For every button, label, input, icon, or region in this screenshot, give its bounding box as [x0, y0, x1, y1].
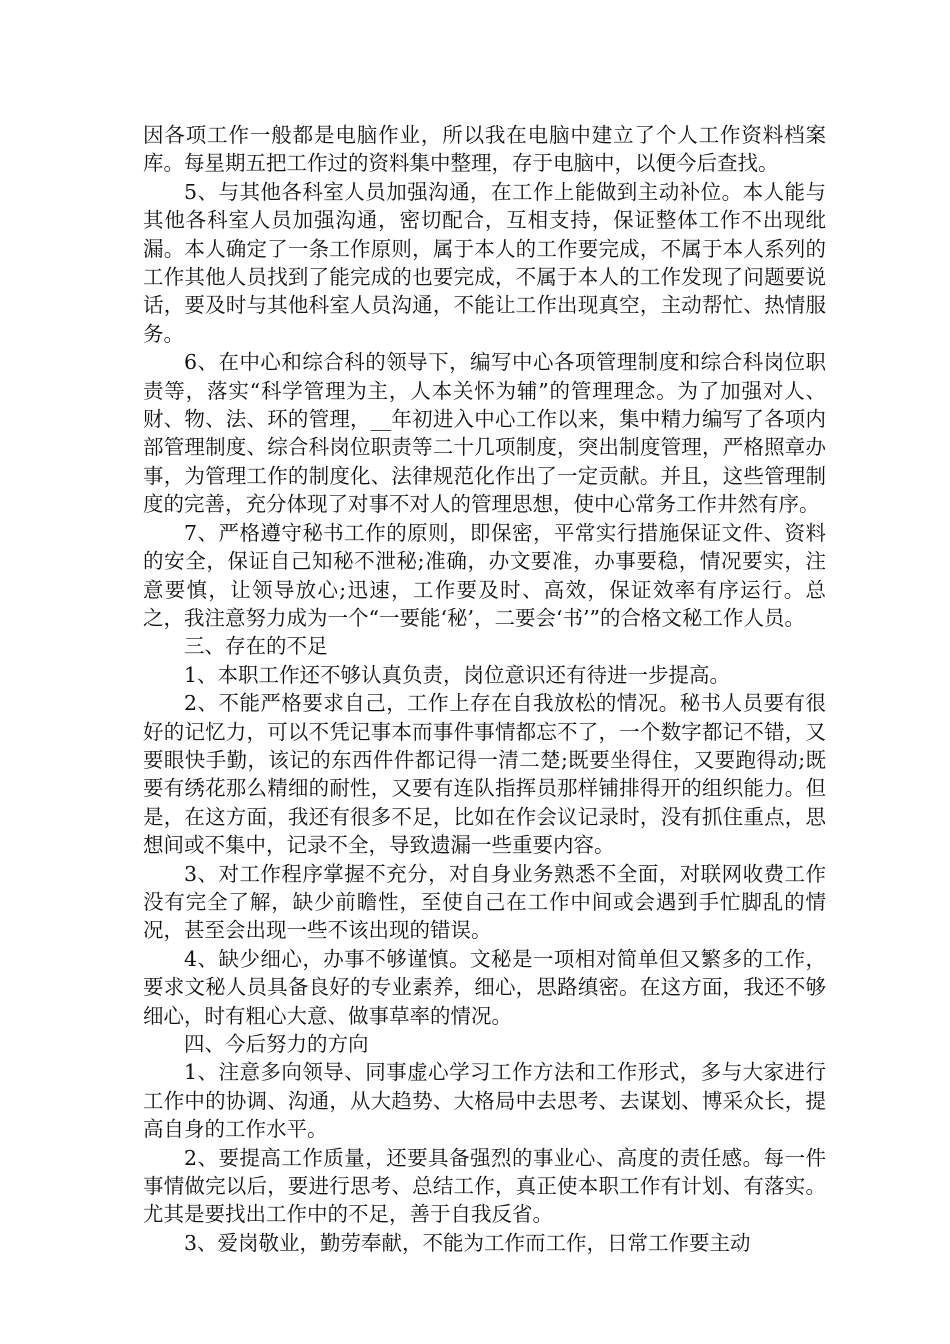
- paragraph-item-5: 5、与其他各科室人员加强沟通，在工作上能做到主动补位。本人能与其他各科室人员加强沟通，密切配合，互相支持，保证整体工作不出现纰漏。本人确定了一条工作原则，属于本人的工作要完成，不属于本人系列的工作其他人员找到了能完成的也要完成，不属于本人的工作发现了问题要说话，要及时与其他科室人员沟通，不能让工作出现真空，主动帮忙、热情服务。: [143, 179, 826, 346]
- paragraph-shortcoming-4: 4、缺少细心，办事不够谨慎。文秘是一项相对简单但又繁多的工作，要求文秘人员具备良好的专业素养，细心，思路缜密。在这方面，我还不够细心，时有粗心大意、做事草率的情况。: [143, 946, 826, 1028]
- paragraph-shortcoming-3: 3、对工作程序掌握不充分，对自身业务熟悉不全面，对联网收费工作没有完全了解，缺少前瞻性，至使自己在工作中间或会遇到手忙脚乱的情况，甚至会出现一些不该出现的错误。: [143, 861, 826, 943]
- paragraph-item-6: 6、在中心和综合科的领导下，编写中心各项管理制度和综合科岗位职责等，落实“科学管理为主，人本关怀为辅”的管理理念。为了加强对人、财、物、法、环的管理，__年初进入中心工作以来，集中精力编写了各项内部管理制度、综合科岗位职责等二十几项制度，突出制度管理，严格照章办事，为管理工作的制度化、法律规范化作出了一定贡献。并且，这些管理制度的完善，充分体现了对事不对人的管理思想，使中心常务工作井然有序。: [143, 350, 826, 517]
- document-body: [143, 121, 826, 1257]
- paragraph-item-7: 7、严格遵守秘书工作的原则，即保密，平常实行措施保证文件、资料的安全，保证自己知秘不泄秘;准确，办文要准，办事要稳，情况要实，注意要慎，让领导放心;迅速，工作要及时、高效，保证效率有序运行。总之，我注意努力成为一个“一要能‘秘’，二要会‘书’”的合格文秘工作人员。: [143, 520, 826, 630]
- paragraph-direction-3: 3、爱岗敬业，勤劳奉献，不能为工作而工作，日常工作要主动: [184, 1230, 751, 1255]
- paragraph-shortcoming-2: 2、不能严格要求自己，工作上存在自我放松的情况。秘书人员要有很好的记忆力，可以不凭记事本而事件事情都忘不了，一个数字都记不错，又要眼快手勤，该记的东西件件都记得一清二楚;既要坐得住，又要跑得动;既要有绣花那么精细的耐性，又要有连队指挥员那样铺排得开的组织能力。但是，在这方面，我还有很多不足，比如在作会议记录时，没有抓住重点，思想间或不集中，记录不全，导致遗漏一些重要内容。: [143, 691, 826, 858]
- section-heading-shortcomings: 三、存在的不足: [184, 634, 328, 659]
- paragraph-continuation: 因各项工作一般都是电脑作业，所以我在电脑中建立了个人工作资料档案库。每星期五把工作过的资料集中整理，存于电脑中，以便今后查找。: [143, 123, 826, 176]
- paragraph-direction-2: 2、要提高工作质量，还要具备强烈的事业心、高度的责任感。每一件事情做完以后，要进行思考、总结工作，真正使本职工作有计划、有落实。尤其是要找出工作中的不足，善于自我反省。: [143, 1145, 826, 1227]
- section-heading-future-direction: 四、今后努力的方向: [184, 1032, 369, 1056]
- paragraph-shortcoming-1: 1、本职工作还不够认真负责，岗位意识还有待进一步提高。: [184, 662, 731, 687]
- paragraph-direction-1: 1、注意多向领导、同事虚心学习工作方法和工作形式，多与大家进行工作中的协调、沟通，从大趋势、大格局中去思考、去谋划、博采众长，提高自身的工作水平。: [143, 1060, 826, 1142]
